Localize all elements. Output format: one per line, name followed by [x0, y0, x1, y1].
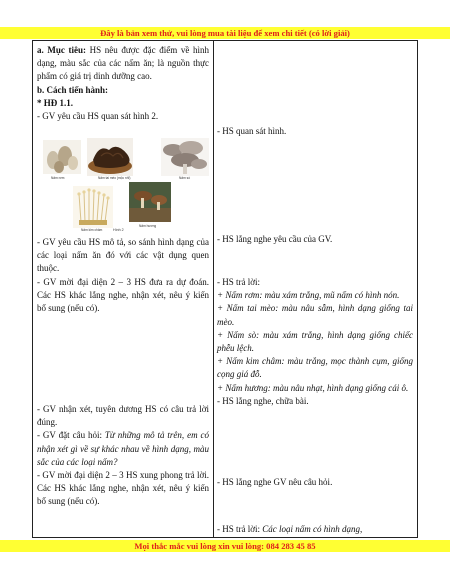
teacher-step-question	[37, 429, 209, 469]
caption-enoki: Nấm kim châm	[81, 228, 103, 232]
caption-straw: Nấm rơm	[51, 176, 65, 180]
teacher-step-invite: - GV mời đại diện 2 – 3 HS đưa ra dự đoán. Các HS khác lắng nghe, nhận xét, nêu ý kiến bổ sung (nếu có).	[37, 276, 209, 314]
final-answer-text: Các loại nấm có hình dạng,	[262, 524, 363, 534]
straw-mushroom-image	[43, 140, 81, 174]
student-listen: - HS lắng nghe yêu cầu của GV.	[217, 234, 333, 244]
caption-shiitake: Nấm hương	[139, 224, 157, 228]
contact-banner: Mọi thắc mắc vui lòng xin vui lòng: 084 283 45 85	[0, 540, 450, 552]
activity-heading: * HĐ 1.1.	[37, 97, 73, 108]
question-prefix: - GV đặt câu hỏi:	[37, 430, 105, 441]
student-listen-question: - HS lắng nghe GV nêu câu hỏi.	[217, 477, 333, 487]
caption-wood-ear: Nấm tai mèo (mộc nhĩ)	[98, 176, 131, 180]
student-observe: - HS quan sát hình.	[217, 126, 287, 136]
figure-label: Hình 2	[113, 228, 124, 232]
shiitake-mushroom-image	[129, 182, 171, 222]
goal-paragraph	[37, 44, 209, 84]
teacher-step-volunteer: - GV mời đại diện 2 – 3 HS xung phong trả lời. Các HS khác lắng nghe, nhận xét, nêu ý kiến bổ sung (nếu có).	[37, 470, 209, 507]
wood-ear-mushroom-image	[87, 138, 133, 176]
student-correct: - HS lắng nghe, chữa bài.	[217, 395, 309, 406]
answer-straw: + Nấm rơm: màu xám trắng, mũ nấm có hình nón.	[217, 290, 400, 301]
goal-label: a. Mục tiêu:	[37, 45, 86, 55]
teacher-step-praise: - GV nhận xét, tuyên dương HS có câu trả lời đúng.	[37, 404, 209, 428]
method-heading: b. Cách tiến hành:	[37, 84, 109, 95]
teacher-step-describe: - GV yêu cầu HS mô tả, so sánh hình dạng của các loại nấm ăn đó với các vật dụng quen thuộc.	[37, 237, 209, 274]
caption-oyster: Nấm sò	[179, 176, 190, 180]
preview-banner: Đây là bản xem thử, vui lòng mua tài liệu để xem chi tiết (có lời giải)	[0, 27, 450, 39]
enoki-mushroom-image	[73, 186, 113, 228]
answer-wood-ear: + Nấm tai mèo: màu nâu sẫm, hình dạng giống tai mèo.	[217, 303, 413, 327]
student-final-answer	[217, 523, 413, 536]
answer-shiitake: + Nấm hương: màu nâu nhạt, hình dạng giống cái ô.	[217, 382, 409, 393]
teacher-step-observe: - GV yêu cầu HS quan sát hình 2.	[37, 111, 159, 122]
answer-oyster: + Nấm sò: màu xám trắng, hình dạng giống chiếc phễu lệch.	[217, 329, 413, 354]
column-divider	[213, 41, 214, 537]
goal-text: HS nêu được đặc điểm về hình dạng, màu sắc của các nấm ăn; là nguồn thực phẩm có giá trị dinh dưỡng cao.	[37, 45, 209, 82]
oyster-mushroom-image	[161, 138, 209, 176]
student-answer-label: - HS trả lời:	[217, 277, 261, 287]
final-answer-prefix: - HS trả lời:	[217, 524, 263, 534]
answer-enoki: + Nấm kim châm: màu trắng, mọc thành cụm, giống cọng giá đỗ.	[217, 356, 413, 380]
lesson-table	[32, 40, 418, 538]
question-text: Từ những mô tả trên, em có nhận xét gì về sự khác nhau về hình dạng, màu sắc của các loại nấm?	[37, 430, 209, 467]
